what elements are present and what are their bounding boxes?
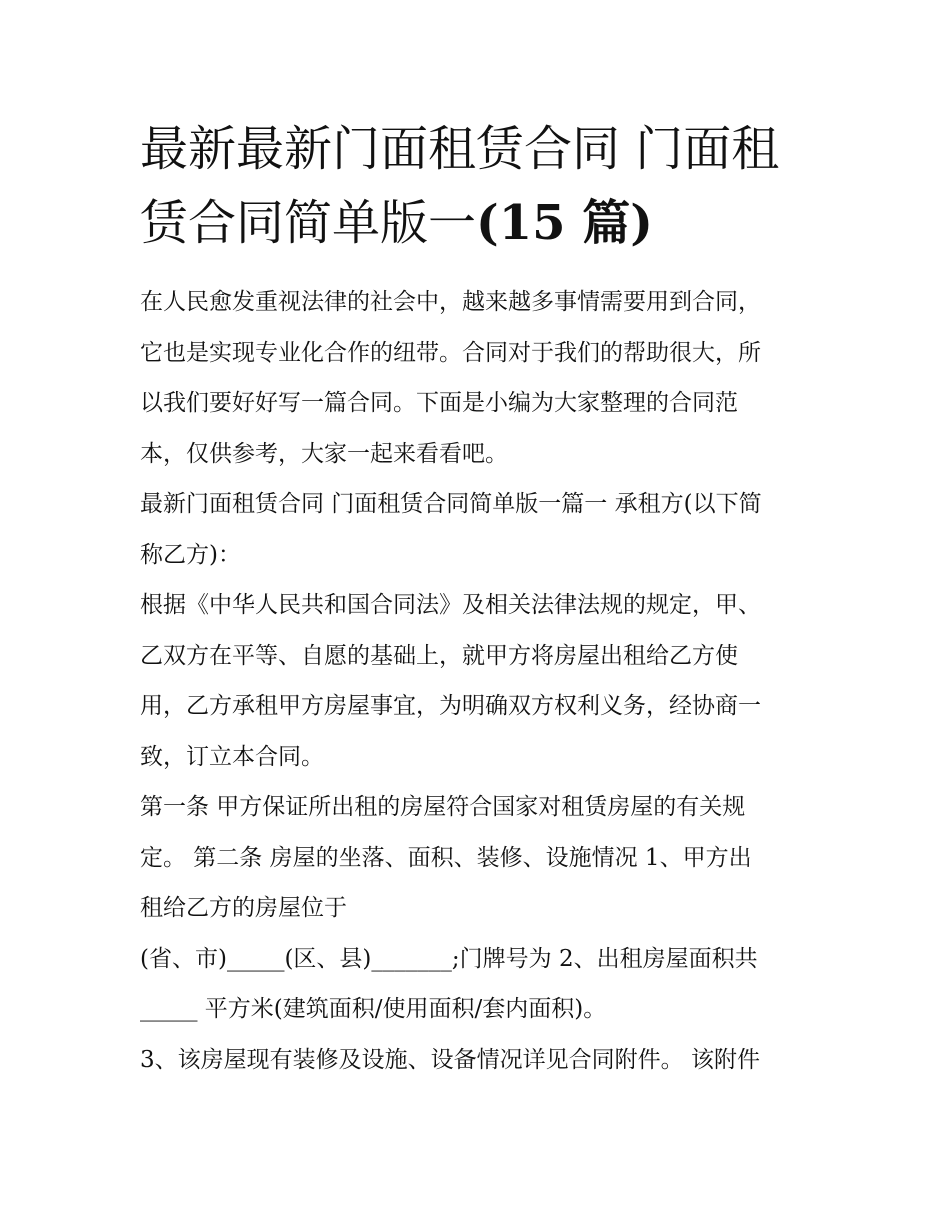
paragraph-line: 以我们要好好写一篇合同。下面是小编为大家整理的合同范 (140, 390, 738, 416)
paragraph-article-1 (140, 782, 820, 934)
title-count: (15 篇) (476, 195, 653, 251)
paragraph-lessee (140, 479, 820, 580)
title-line-2 (140, 186, 820, 260)
paragraph-intro (140, 277, 820, 479)
paragraph-line: 3、该房屋现有装修及设施、设备情况详见合同附件。 该附件 (140, 1046, 760, 1073)
paragraph-line: 定。 第二条 房屋的坐落、面积、装修、设施情况 1、甲方出 (140, 844, 752, 871)
paragraph-line: 称乙方)： (140, 541, 241, 568)
paragraph-line: 本，仅供参考，大家一起来看看吧。 (140, 440, 508, 467)
paragraph-line: 第一条 甲方保证所出租的房屋符合国家对租赁房屋的有关规 (140, 794, 746, 820)
paragraph-line: 它也是实现专业化合作的纽带。合同对于我们的帮助很大，所 (140, 339, 761, 366)
title-line-2-text: 赁合同简单版一 (140, 195, 477, 251)
document-body (140, 277, 820, 1085)
paragraph-location (140, 934, 820, 1035)
paragraph-line: 致，订立本合同。 (140, 743, 324, 770)
paragraph-line: 根据《中华人民共和国合同法》及相关法律法规的规定，甲、 (140, 592, 761, 618)
paragraph-line: 最新门面租赁合同 门面租赁合同简单版一篇一 承租方(以下简 (140, 491, 762, 517)
paragraph-line: 用，乙方承租甲方房屋事宜，为明确双方权利义务，经协商一 (140, 693, 761, 719)
paragraph-line: 乙双方在平等、自愿的基础上，就甲方将房屋出租给乙方使 (140, 642, 738, 669)
paragraph-line: 租给乙方的房屋位于 (140, 895, 347, 921)
paragraph-basis (140, 580, 820, 782)
paragraph-line: _____ 平方米(建筑面积/使用面积/套内面积)。 (140, 996, 607, 1022)
title-line-1: 最新最新门面租赁合同 门面租 (140, 121, 780, 177)
paragraph-line: (省、市)_____(区、县)_______;门牌号为 2、出租房屋面积共 (140, 945, 758, 972)
paragraph-line: 在人民愈发重视法律的社会中，越来越多事情需要用到合同， (140, 289, 761, 315)
paragraph-facilities (140, 1035, 820, 1086)
document-title (140, 112, 820, 260)
